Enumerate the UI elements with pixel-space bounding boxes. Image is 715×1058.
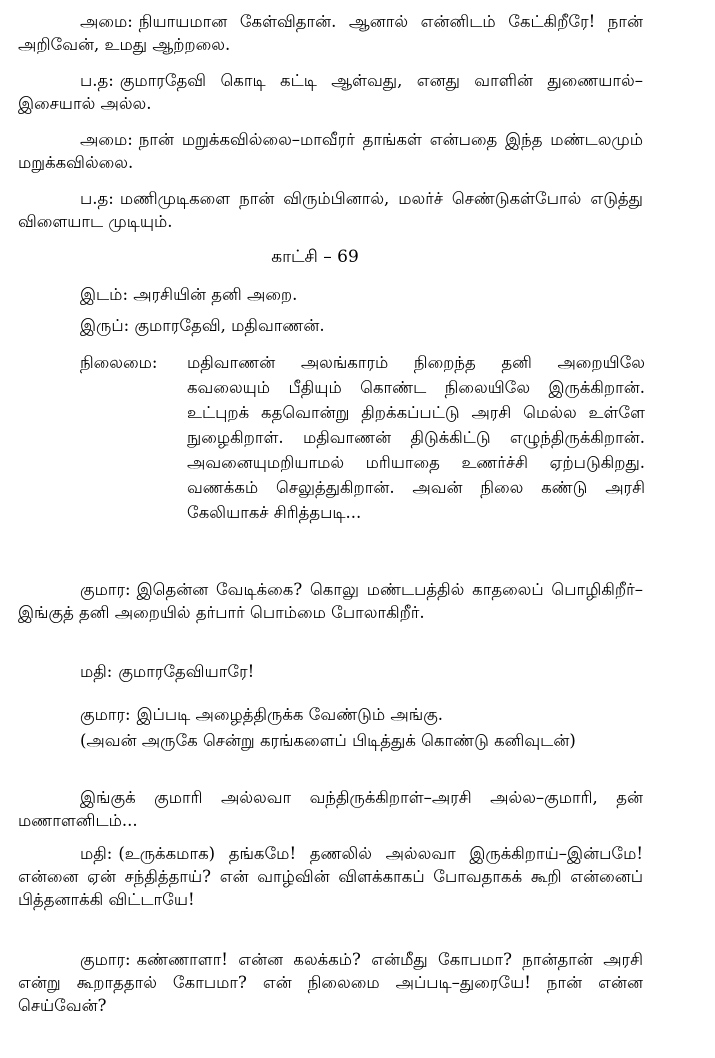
stage-direction	[18, 729, 643, 752]
dialogue-text: மணிமுடிகளை நான் விரும்பினால், மலர்ச் செண்டுகள்போல் எடுத்து விளையாட முடியும்.	[18, 189, 643, 231]
speaker-label: குமார:	[80, 705, 131, 724]
speaker-label: மதி:	[80, 662, 113, 681]
present-line	[80, 314, 645, 338]
dialogue-text: இதென்ன வேடிக்கை? கொலு மண்டபத்தில் காதலைப் பொழிகிறீர்–இங்குத் தனி அறையில் தர்பார் பொம்மை போலாகிறீர்.	[18, 580, 643, 622]
dialogue-text: நான் மறுக்கவில்லை–மாவீரர் தாங்கள் என்பதை இந்த மண்டலமும் மறுக்கவில்லை.	[18, 130, 643, 172]
stage-direction-text: (அவன் அருகே சென்று கரங்களைப் பிடித்துக் கொண்டு கனிவுடன்)	[80, 731, 576, 750]
place-text: அரசியின் தனி அறை.	[133, 285, 298, 304]
dialogue-text: இங்குக் குமாரி அல்லவா வந்திருக்கிறாள்–அரசி அல்ல–குமாரி, தன் மணாளனிடம்...	[18, 788, 643, 830]
status-text: மதிவாணன் அலங்காரம் நிறைந்த தனி அறையிலே கவலையும் பீதியும் கொண்ட நிலையிலே இருக்கிறான். உட்புறக் கதவொன்று திறக்கப்பட்டு அரசி மெல்ல உள்ளே நுழைகிறாள். மதிவாணன் திடுக்கிட்டு எழுந்திருக்கிறான். அவனையுமறியாமல் மரியாதை உணர்ச்சி ஏற்படுகிறது. வணக்கம் செலுத்துகிறான். அவன் நிலை கண்டு அரசி கேலியாகச் சிரித்தபடி...	[187, 353, 645, 522]
dialogue-paragraph	[18, 10, 643, 56]
speaker-label: குமார:	[80, 950, 131, 969]
dialogue-paragraph	[18, 578, 643, 624]
dialogue-paragraph	[18, 842, 643, 911]
dialogue-paragraph	[18, 660, 643, 683]
dialogue-paragraph	[18, 703, 643, 726]
dialogue-paragraph	[18, 187, 643, 233]
present-label: இருப்:	[80, 316, 130, 335]
dialogue-paragraph	[18, 128, 643, 174]
speaker-label: அமை:	[80, 12, 133, 31]
dialogue-text: கண்ணாளா! என்ன கலக்கம்? என்மீது கோபமா? நான்தான் அரசி என்று கூறாததால் கோபமா? என் நிலைமை அப்படி–துரையே! நான் என்ன செய்வேன்?	[18, 950, 643, 1015]
speaker-label: அமை:	[80, 130, 133, 149]
place-line	[80, 283, 645, 307]
status-label: நிலைமை:	[80, 353, 158, 372]
speaker-label: மதி:	[80, 844, 113, 863]
dialogue-text: குமாரதேவியாரே!	[118, 662, 255, 681]
dialogue-text: இப்படி அழைத்திருக்க வேண்டும் அங்கு.	[136, 705, 444, 724]
dialogue-paragraph	[18, 948, 643, 1017]
dialogue-text: குமாரதேவி கொடி கட்டி ஆள்வது, எனது வாளின் துணையால்–இசையால் அல்ல.	[18, 71, 643, 113]
dialogue-paragraph	[18, 786, 643, 832]
dialogue-text: நியாயமான கேள்விதான். ஆனால் என்னிடம் கேட்கிறீரே! நான் அறிவேன், உமது ஆற்றலை.	[18, 12, 643, 54]
present-text: குமாரதேவி, மதிவாணன்.	[134, 316, 325, 335]
speaker-label: ப.த:	[80, 189, 114, 208]
place-label: இடம்:	[80, 285, 129, 304]
speaker-label: குமார:	[80, 580, 131, 599]
scene-heading: காட்சி – 69	[271, 247, 359, 267]
dialogue-paragraph	[18, 69, 643, 115]
dialogue-text: (உருக்கமாக) தங்கமே! தணலில் அல்லவா இருக்கிறாய்–இன்பமே! என்னை ஏன் சந்தித்தாய்? என் வாழ்வின் விளக்காகப் போவதாகக் கூறி என்னைப் பித்தனாக்கி விட்டாயே!	[18, 844, 643, 909]
speaker-label: ப.த:	[80, 71, 114, 90]
